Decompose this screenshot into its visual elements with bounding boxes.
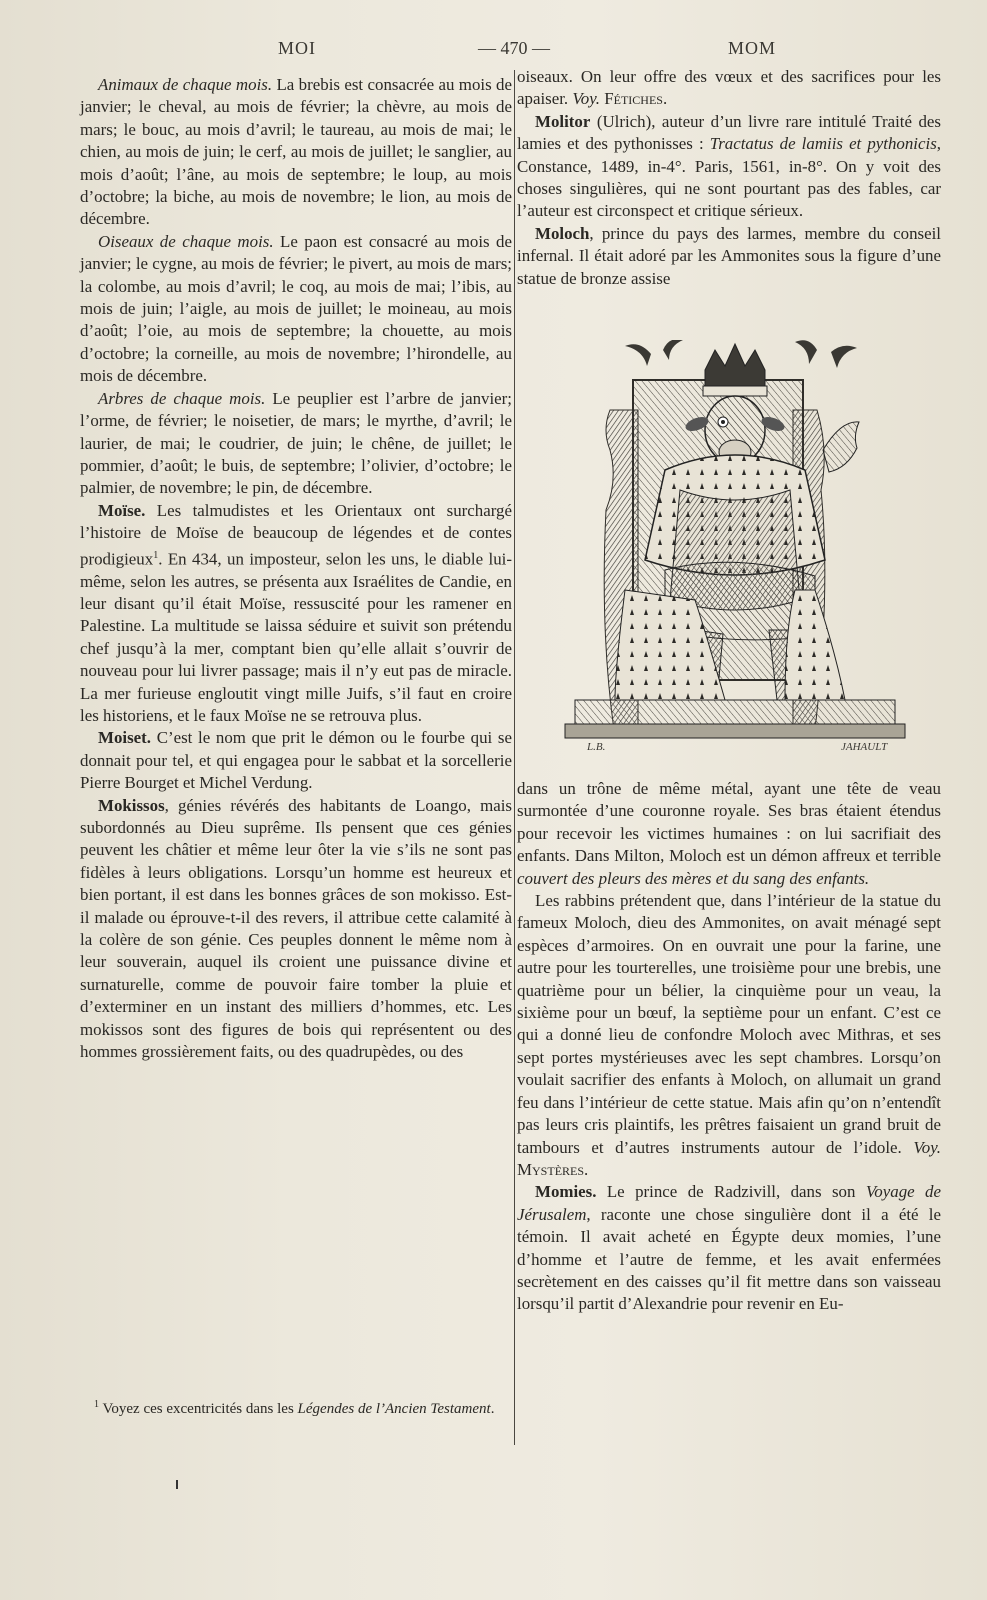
entry-text: , génies révérés des habitants de Loango, mais subordonnés au Dieu suprême. Ils pensent que ces génies peuvent les châtier et même leur ôter la vie s’ils ne sont pas fidèles à leurs obligations. Lorsqu’un homme est heureux et bien portant, il est dans les bonnes grâces de son mokisso. Est-il malade ou éprouve-t-il des revers, il attribue cette calamité à la colère de son génie. Ces peuples donnent le même nom à leur souverain, auquel ils croient une puissance divine et surnaturelle, comme de pouvoir faire tomber la pluie et d’exterminer en un instant des milliers d’hommes, etc. Les mokissos sont des figures de bois qui représentent ou des hommes grossièrement faits, ou des quadrupèdes, ou des (80, 795, 512, 1062)
entry-moiset (80, 727, 512, 794)
cross-reference: Mystères. (517, 1159, 589, 1179)
entry-heading: Arbres de chaque mois. (98, 388, 266, 408)
left-column (80, 74, 512, 1064)
entry-rabbins (517, 890, 941, 1181)
engraver-signature-right: JAHAULT (841, 741, 888, 753)
entry-moloch (517, 223, 941, 290)
entry-text: Le paon est consacré au mois de janvier; le cygne, au mois de février; le pivert, au mois de mars; la colombe, au mois d’avril; le coq, au mois de mai; l’ibis, au mois de juin; l’aigle, au mois de juillet; le moineau, au mois d’août; l’oie, au mois de septembre; la chouette, au mois d’octobre; la corneille, au mois de novembre; l’hirondelle, au mois de décembre. (80, 231, 512, 386)
header-left-word: MOI (278, 38, 316, 58)
entry-heading: Moloch (535, 223, 590, 243)
entry-momies (517, 1181, 941, 1315)
moloch-engraving (555, 340, 915, 754)
entry-animaux (80, 74, 512, 231)
entry-heading: Mokissos (98, 795, 165, 815)
entry-arbres (80, 388, 512, 500)
entry-mokissos (80, 795, 512, 1064)
column-divider (514, 70, 515, 1445)
entry-text: Le peuplier est l’arbre de janvier; l’orme, de février; le noisetier, de mars; le myrthe, d’avril; le laurier, de mai; le coudrier, de juin; le chêne, de juillet; le pommier, d’août; le buis, de septembre; l’olivier, d’octobre; le palmier, de novembre; le pin, de décembre. (80, 388, 512, 498)
right-column (517, 66, 941, 290)
entry-mokissos-continued (517, 66, 941, 111)
voy-abbrev: Voy. (913, 1137, 941, 1157)
entry-moloch-continued (517, 778, 941, 890)
entry-text: , prince du pays des larmes, membre du conseil infernal. Il était adoré par les Ammonites sous la figure d’une statue de bronze assise (517, 223, 941, 288)
entry-heading: Moiset. (98, 728, 151, 748)
entry-text: , raconte une chose singulière dont il a été le témoin. Il avait acheté en Égypte deux momies, l’une d’homme et l’autre de femme, et les avait enfermées secrètement en des caisses qu’il fit mettre dans son vaisseau lorsqu’il partit d’Alexandrie pour revenir en Eu- (517, 1204, 941, 1314)
cross-reference: Fétiches. (600, 89, 668, 109)
quote-italic: couvert des pleurs des mères et du sang des enfants. (517, 868, 870, 888)
engraver-signature-left: L.B. (587, 741, 606, 753)
entry-text: oiseaux. On leur offre des vœux et des sacrifices pour les apaiser. (517, 67, 941, 109)
running-header (0, 36, 987, 64)
entry-moise (80, 500, 512, 728)
header-right-word: MOM (728, 38, 777, 58)
right-column-lower (517, 778, 941, 1316)
entry-oiseaux (80, 231, 512, 388)
entry-text: . En 434, un imposteur, selon les uns, le diable lui-même, selon les autres, se présenta aux Israélites de Candie, en leur disant qu’il était Moïse, ressuscité pour les ramener en Palestine. La multitude se laissa séduire et suivit son prétendu chef jusqu’à la mer, comptant bien qu’elle allait s’ouvrir de nouveau pour lui livrer passage; mais il n’y eut pas de miracle. La mer furieuse engloutit vingt mille Juifs, s’il faut en croire les historiens, et le faux Moïse ne se retrouva plus. (80, 549, 512, 725)
footnote-reference: 1 (153, 549, 159, 561)
entry-heading: Oiseaux de chaque mois. (98, 231, 274, 251)
entry-text: La brebis est consacrée au mois de janvier; le cheval, au mois de février; la chèvre, au mois de mars; le bouc, au mois d’avril; le taureau, au mois de mai; le chien, au mois de juin; le cerf, au mois de juillet; le sanglier, au mois d’août; l’âne, au mois de septembre; le loup, au mois d’octobre; la biche, au mois de novembre; le lion, au mois de décembre. (80, 75, 512, 229)
footnote-text: Voyez ces excentricités dans les (99, 1401, 298, 1417)
entry-text: Les rabbins prétendent que, dans l’intérieur de la statue du fameux Moloch, dieu des Ammonites, on avait ménagé sept espèces d’armoires. On en ouvrait une pour la farine, une autre pour les tourterelles, une troisième pour une brebis, une quatrième pour un bélier, la cinquième pour un veau, la sixième pour un bœuf, la septième pour un enfant. C’est ce qui a donné lieu de confondre Moloch avec Mithras, et ses sept portes mystérieuses avec les sept chambres. Lorsqu’on voulait sacrifier des enfants à Moloch, on allumait un grand feu dans l’intérieur de cette statue. Mais afin qu’on n’entendît pas leurs cris plaintifs, les prêtres faisaient un grand bruit de tambours et d’autres instruments autour de l’idole. (517, 891, 941, 1157)
page-number: — 470 — (478, 38, 550, 58)
entry-text: , Constance, 1489, in-4°. Paris, 1561, in-8°. On y voit des choses singulières, qui ne sont pourtant pas des fables, car l’auteur est circonspect et critique sérieux. (517, 134, 941, 221)
voy-abbrev: Voy. (572, 89, 601, 109)
entry-text: (Ulrich), auteur d’un livre rare intitulé Traité des lamies et des pythonisses : (517, 111, 941, 154)
entry-heading: Molitor (535, 111, 591, 131)
entry-text: Le prince de Radzivill, dans son (596, 1182, 866, 1202)
entry-text: dans un trône de même métal, ayant une tête de veau surmontée d’une couronne royale. Ses bras étaient étendus pour recevoir les victimes humaines : on lui sacrifiait des enfants. Dans Milton, Moloch est un démon affreux et terrible (517, 779, 941, 866)
footnote (76, 1396, 506, 1418)
entry-text: C’est le nom que prit le démon ou le fourbe qui se donnait pour tel, et qui engagea pour le sabbat et la sorcellerie Pierre Bourget et Michel Verdung. (80, 728, 512, 793)
entry-heading: Moïse. (98, 500, 146, 520)
footnote-italic-title: Légendes de l’Ancien Testament (297, 1401, 491, 1417)
footnote-end: . (490, 1401, 495, 1417)
book-title: Voyage de Jérusalem (517, 1182, 941, 1224)
entry-molitor (517, 111, 941, 223)
entry-text: Les talmudistes et les Orientaux ont surchargé l’histoire de Moïse de beaucoup de légendes et de contes prodigieux (80, 500, 512, 569)
entry-heading: Animaux de chaque mois. (98, 75, 273, 94)
entry-heading: Momies. (535, 1182, 597, 1202)
book-title: Tractatus de lamiis et pythonicis (709, 134, 937, 154)
footnote-number: 1 (94, 1399, 99, 1410)
stray-print-mark (176, 1480, 178, 1489)
